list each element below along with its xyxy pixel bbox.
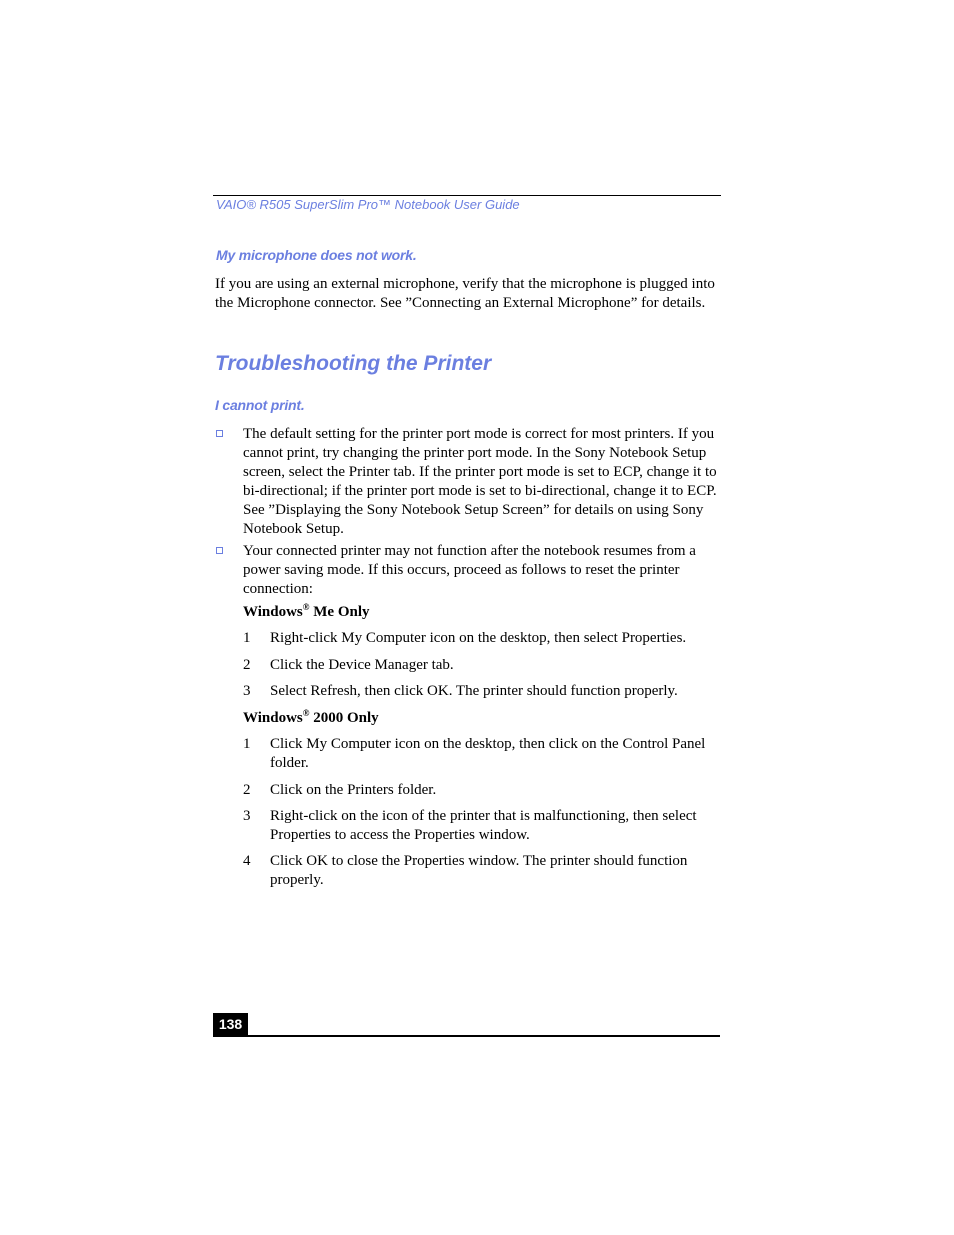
- windows-2000-heading: Windows® 2000 Only: [243, 708, 379, 726]
- bullet-icon: [216, 547, 223, 554]
- bullet-item-port-mode: The default setting for the printer port mode is correct for most printers. If you cannot print, try changing the printer port mode. In the Sony Notebook Setup screen, select the Printer tab. If the printer port mode is set to ECP, change it to bi-directional; if the printer port mode is set to bi-directional, change it to ECP. See ”Displaying the Sony Notebook Setup Screen” for details on using Sony Notebook Setup.: [243, 426, 717, 537]
- microphone-subhead: My microphone does not work.: [216, 247, 417, 263]
- step-text: Click on the Printers folder.: [270, 782, 437, 798]
- step-number: 2: [243, 657, 251, 673]
- step-number: 3: [243, 808, 251, 824]
- windows-me-heading: Windows® Me Only: [243, 602, 370, 620]
- microphone-paragraph: If you are using an external microphone, verify that the microphone is plugged into the Microphone connector. See ”Connecting an External Microphone” for details.: [215, 276, 715, 311]
- section-title: Troubleshooting the Printer: [215, 352, 492, 375]
- step-text: Right-click My Computer icon on the desktop, then select Properties.: [270, 630, 687, 646]
- footer-rule: [213, 1035, 720, 1037]
- step-number: 3: [243, 683, 251, 699]
- step-text: Right-click on the icon of the printer that is malfunctioning, then select Properties to access the Properties window.: [270, 808, 697, 843]
- step-text: Select Refresh, then click OK. The printer should function properly.: [270, 683, 678, 699]
- running-header: VAIO® R505 SuperSlim Pro™ Notebook User Guide: [216, 197, 520, 212]
- printer-subhead: I cannot print.: [215, 397, 305, 413]
- step-number: 1: [243, 736, 251, 752]
- step-text: Click the Device Manager tab.: [270, 657, 454, 673]
- step-text: Click OK to close the Properties window. The printer should function properly.: [270, 853, 688, 888]
- step-text: Click My Computer icon on the desktop, then click on the Control Panel folder.: [270, 736, 706, 771]
- step-number: 1: [243, 630, 251, 646]
- header-rule: [213, 195, 721, 196]
- bullet-icon: [216, 430, 223, 437]
- step-number: 2: [243, 782, 251, 798]
- page-number: 138: [218, 1016, 243, 1032]
- step-number: 4: [243, 853, 251, 869]
- bullet-item-power-saving: Your connected printer may not function after the notebook resumes from a power saving mode. If this occurs, proceed as follows to reset the printer connection:: [243, 543, 696, 597]
